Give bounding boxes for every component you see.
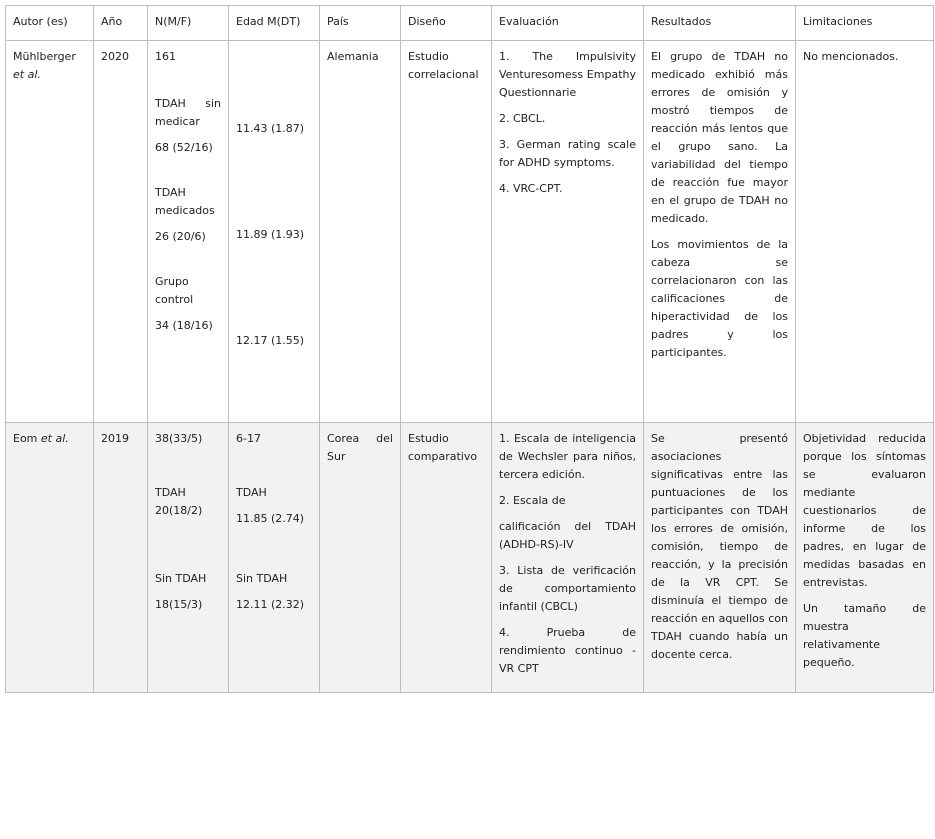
n-group2-value: 18(15/3)	[155, 598, 203, 611]
cell-limitations	[796, 41, 934, 423]
evaluation-item: 4. Prueba de rendimiento continuo - VR CPT	[499, 626, 636, 675]
cell-results	[644, 423, 796, 693]
n-group1-label: TDAH	[155, 486, 186, 499]
results-paragraph: El grupo de TDAH no medicado exhibió más errores de omisión y mostró tiempos de reacción más lentos que el grupo sano. La variabilidad del tiempo de reacción fue mayor en el grupo de TDAH no medicado.	[651, 50, 788, 225]
evaluation-item: calificación del TDAH (ADHD-RS)-IV	[499, 520, 636, 551]
age-group2-label: Sin TDAH	[236, 572, 288, 585]
author-etal: et al.	[40, 432, 69, 445]
cell-author	[6, 41, 94, 423]
cell-age	[229, 423, 320, 693]
header-row	[6, 6, 934, 41]
header-evaluacion: Evaluación	[492, 6, 644, 41]
age-group2: 11.89 (1.93)	[236, 228, 305, 241]
n-group3-label: Grupo control	[155, 275, 194, 306]
n-group1-label: TDAH sin medicar	[155, 97, 221, 128]
n-group2-value: 26 (20/6)	[155, 230, 206, 243]
cell-evaluation	[492, 423, 644, 693]
age-group1: 11.85 (2.74)	[236, 512, 305, 525]
evaluation-item: 1. Escala de inteligencia de Wechsler para niños, tercera edición.	[499, 432, 636, 481]
limitations-text: No mencionados.	[803, 50, 899, 63]
cell-age	[229, 41, 320, 423]
cell-design: Estudio correlacional	[401, 41, 492, 423]
evaluation-item: 2. Escala de	[499, 494, 566, 507]
cell-country: Corea del Sur	[320, 423, 401, 693]
evaluation-item: 3. Lista de verificación de comportamiento infantil (CBCL)	[499, 564, 636, 613]
header-n: N(M/F)	[148, 6, 229, 41]
header-limitaciones: Limitaciones	[796, 6, 934, 41]
evaluation-item: 3. German rating scale for ADHD symptoms.	[499, 138, 636, 169]
cell-author	[6, 423, 94, 693]
cell-country: Alemania	[320, 41, 401, 423]
header-pais: País	[320, 6, 401, 41]
n-group1-value: 68 (52/16)	[155, 141, 213, 154]
cell-results	[644, 41, 796, 423]
header-resultados: Resultados	[644, 6, 796, 41]
author-name: Mühlberger	[13, 50, 76, 63]
limitations-text: Un tamaño de muestra relativamente pequeño.	[803, 602, 926, 669]
header-ano: Año	[94, 6, 148, 41]
cell-evaluation	[492, 41, 644, 423]
table-row	[6, 41, 934, 423]
n-group3-value: 34 (18/16)	[155, 319, 213, 332]
author-name: Eom	[13, 432, 38, 445]
evaluation-item: 4. VRC-CPT.	[499, 182, 563, 195]
cell-design: Estudio comparativo	[401, 423, 492, 693]
age-group3: 12.17 (1.55)	[236, 334, 305, 347]
header-diseno: Diseño	[401, 6, 492, 41]
cell-n	[148, 41, 229, 423]
n-total: 161	[155, 50, 176, 63]
author-etal: et al.	[13, 68, 41, 81]
age-range: 6-17	[236, 432, 261, 445]
n-group2-label: TDAH medicados	[155, 186, 215, 217]
header-edad: Edad M(DT)	[229, 6, 320, 41]
evaluation-item: 2. CBCL.	[499, 112, 546, 125]
limitations-text: Objetividad reducida porque los síntomas se evaluaron mediante cuestionarios de informe de los padres, en lugar de medidas basadas en entrevistas.	[803, 432, 926, 589]
n-total: 38(33/5)	[155, 432, 203, 445]
age-group2: 12.11 (2.32)	[236, 598, 305, 611]
cell-year: 2020	[94, 41, 148, 423]
results-paragraph: Los movimientos de la cabeza se correlacionaron con las calificaciones de hiperactividad de los padres y los participantes.	[651, 238, 788, 359]
age-group1-label: TDAH	[236, 486, 267, 499]
age-group1: 11.43 (1.87)	[236, 122, 305, 135]
n-group1-value: 20(18/2)	[155, 504, 203, 517]
evaluation-item: 1. The Impulsivity Venturesomess Empathy Questionnarie	[499, 50, 636, 99]
header-autor: Autor (es)	[6, 6, 94, 41]
cell-limitations	[796, 423, 934, 693]
studies-table	[5, 5, 934, 693]
cell-n	[148, 423, 229, 693]
results-paragraph: Se presentó asociaciones significativas entre las puntuaciones de los participantes con TDAH los errores de omisión, comisión, tiempo de reacción, y la precisión de la VR CPT. Se disminuía el tiempo de reacción en aquellos con TDAH cuando había un docente cerca.	[651, 432, 788, 661]
table-row	[6, 423, 934, 693]
n-group2-label: Sin TDAH	[155, 572, 207, 585]
cell-year: 2019	[94, 423, 148, 693]
